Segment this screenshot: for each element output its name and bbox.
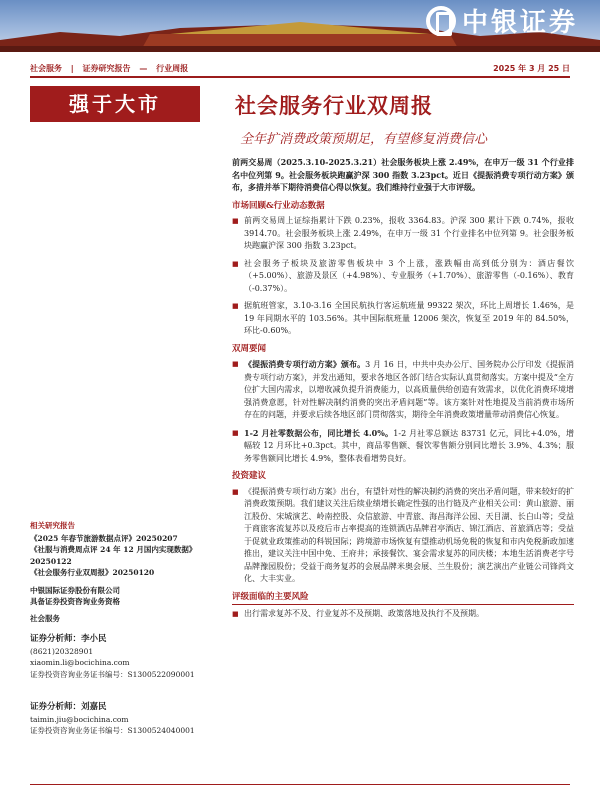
section-heading-news: 双周要闻 <box>232 343 267 354</box>
report-title: 社会服务行业双周报 <box>235 94 433 118</box>
analyst-cert: 证券投资咨询业务证书编号：S1300522090001 <box>30 669 195 679</box>
analyst-title: 证券分析师：刘嘉民 <box>30 702 107 712</box>
section-heading-risk: 评级面临的主要风险 <box>232 591 574 606</box>
bullet-item: ■ 出行需求复苏不及、行业复苏不及预期、政策落地及执行不及预期。 <box>232 608 574 621</box>
report-categories <box>30 63 194 74</box>
summary-paragraph: 前两交易周（2025.3.10-2025.3.21）社会服务板块上涨 2.49%，在申万一级 31 个行业排名中位列第 9。社会服务板块跑赢沪深 300 指数 3.23pct。近日《提振消费专项行动方案》颁布，多措并举下期待消费信心得以恢复。我们维持行业强于大市评级。 <box>232 157 574 192</box>
sidebar <box>30 520 220 737</box>
bullet-item: ■ 前两交易周上证综指累计下跌 0.23%，报收 3364.83。沪深 300 累计下跌 0.74%，报收 3914.70。社会服务板块上涨 2.49%，在申万一级 31 个行业排名中位列第 9。社会服务板块跑赢沪深 300 指数 3.23pct。 <box>232 215 574 253</box>
bullet-item: ■ 《提振消费专项行动方案》颁布。3 月 16 日，中共中央办公厅、国务院办公厅印发《提振消费专项行动方案》，并发出通知，要求各地区各部门结合实际认真贯彻落实。方案中提及“全方位扩大国内需求，以增收减负提升消费能力，以高质量供给创造有效需求，以优化消费环境增强消费意愿，针对性解决制约消费的突出矛盾问题”等。该方案针对性地提及当前消费市场所存在的问题，并要求后续各地区部门贯彻落实，期待全年消费政策增量带动消费信心恢复。 <box>232 358 574 422</box>
bullet-item: ■ 据航班管家，3.10-3.16 全国民航执行客运航班量 99322 架次，环比上周增长 1.46%，是 19 年同期水平的 103.56%。其中国际航班量 12006 架次，恢复至 2019 年的 84.50%，环比-0.60%。 <box>232 300 574 338</box>
organization-qualification: 具备证券投资咨询业务资格 <box>30 597 120 606</box>
bullet-item: ■ 社会服务子板块及旅游零售板块中 3 个上涨，涨跌幅由高到低分别为：酒店餐饮（+5.00%）、旅游及景区（+4.98%）、专业服务（+1.70%）、旅游零售（-0.16%）、教育（-0.37%）。 <box>232 258 574 296</box>
analyst-title: 证券分析师：李小民 <box>30 634 107 644</box>
analyst-email[interactable]: xiaomin.li@bocichina.com <box>30 658 130 667</box>
section-heading-investment: 投资建议 <box>232 471 267 481</box>
spacer <box>30 680 220 692</box>
related-reports-heading: 相关研究报告 <box>30 521 75 530</box>
header-banner <box>0 0 600 52</box>
main-content <box>232 156 574 626</box>
section-heading-market: 市场回顾&行业动态数据 <box>232 200 325 211</box>
rating-badge: 强于大市 <box>30 86 200 122</box>
related-report[interactable]: 《2025 年春节旅游数据点评》20250207 <box>30 533 178 543</box>
report-date: 2025 年 3 月 25 日 <box>493 63 570 73</box>
analyst-email[interactable]: taimin.jiu@bocichina.com <box>30 714 129 724</box>
footer-divider <box>30 784 570 785</box>
bank-of-china-logo-icon <box>426 6 456 36</box>
brand-logo <box>426 2 578 39</box>
category-label: 社会服务 <box>30 63 62 73</box>
category-separator: — <box>139 63 148 73</box>
report-subtitle: 全年扩消费政策预期足，有望修复消费信心 <box>240 132 488 147</box>
related-report[interactable]: 《社会服务行业双周报》20250120 <box>30 568 155 577</box>
organization-name: 中银国际证券股份有限公司 <box>30 585 120 595</box>
category-label: 行业周报 <box>156 63 189 73</box>
bullet-item: ■ 1-2 月社零数据公布，同比增长 4.0%。1-2 月社零总额达 83731 亿元，同比+4.0%，增幅较 12 月环比+0.3pct。其中，商品零售额、餐饮零售额分别同比增长 3.9%、4.3%；服务零售额同比增长 4.9%，整体表看增势良好。 <box>232 427 574 466</box>
related-report[interactable]: 《社服与消费周点评 24 年 12 月国内实现数据》20250122 <box>30 545 197 566</box>
logo-text: 中银证券 <box>461 8 578 38</box>
analyst-cert: 证券投资咨询业务证书编号：S1300524040001 <box>30 726 195 735</box>
analyst-phone: (8621)20328901 <box>30 646 94 656</box>
bullet-item: ■ 《提振消费专项行动方案》出台，有望针对性的解决制约消费的突出矛盾问题，带来较好的扩消费政策预期。我们建议关注后续业绩增长确定性强的出行链及产业相关公司：黄山旅游、丽江股份、宋城演艺、岭南控股、众信旅游、中青旅、海昌海洋公园、天目湖、长白山等；受益于商旅客流复苏以及疫后市占率提高的连锁酒店品牌君亭酒店、锦江酒店、首旅酒店等；受益于促就业政策推动的科锐国际；跨境游市场恢复有望推动机场免税的恢复和市内免税新政加速推出，建议关注中国中免、王府井；承接餐饮、宴会需求复苏的同庆楼；本地生活消费老字号品牌豫园股份；受益于商务复苏的会展品牌米奥会展、兰生股份；演艺演出产业链公司锋尚文化、大丰实业。 <box>232 486 574 586</box>
report-meta-bar <box>30 60 570 78</box>
industry-label: 社会服务 <box>30 613 60 623</box>
category-separator: | <box>70 63 74 73</box>
category-label: 证券研究报告 <box>82 63 131 73</box>
